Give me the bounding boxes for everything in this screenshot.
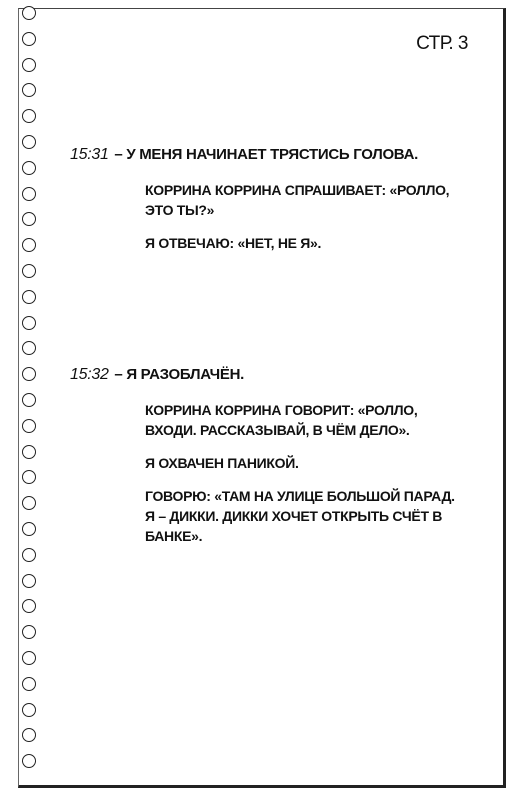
binding-ring <box>22 290 36 304</box>
diary-entry-2 <box>70 365 470 546</box>
binding-ring <box>22 341 36 355</box>
page-number: СТР. 3 <box>416 33 468 54</box>
binding-ring <box>22 728 36 742</box>
entry-headline <box>70 365 470 385</box>
binding-ring <box>22 599 36 613</box>
entry-text: – Я РАЗОБЛАЧЁН. <box>114 366 244 383</box>
binding-ring <box>22 754 36 768</box>
binding-ring <box>22 109 36 123</box>
diary-entry-1 <box>70 145 470 253</box>
entry-paragraph: ГОВОРЮ: «ТАМ НА УЛИЦЕ БОЛЬШОЙ ПАРАД. Я – ДИККИ. ДИККИ ХОЧЕТ ОТКРЫТЬ СЧЁТ В БАНКЕ». <box>145 488 455 544</box>
binding-ring <box>22 651 36 665</box>
binding-ring <box>22 212 36 226</box>
entry-headline <box>70 145 470 165</box>
binding-ring <box>22 470 36 484</box>
entry-paragraph: КОРРИНА КОРРИНА ГОВОРИТ: «РОЛЛО, ВХОДИ. РАССКАЗЫВАЙ, В ЧЁМ ДЕЛО». <box>145 402 418 438</box>
binding-ring <box>22 316 36 330</box>
binding-ring <box>22 187 36 201</box>
binding-ring <box>22 625 36 639</box>
binding-ring <box>22 238 36 252</box>
binding-ring <box>22 445 36 459</box>
binding-ring <box>22 548 36 562</box>
binding-ring <box>22 419 36 433</box>
binding-ring <box>22 393 36 407</box>
entry-time: 15:31 <box>70 146 109 163</box>
binding-ring <box>22 264 36 278</box>
binding-ring <box>22 83 36 97</box>
entry-paragraph: Я ОТВЕЧАЮ: «НЕТ, НЕ Я». <box>145 235 322 251</box>
binding-ring <box>22 496 36 510</box>
entry-paragraph: КОРРИНА КОРРИНА СПРАШИВАЕТ: «РОЛЛО, ЭТО ТЫ?» <box>145 182 450 218</box>
binding-ring <box>22 677 36 691</box>
entry-text: – У МЕНЯ НАЧИНАЕТ ТРЯСТИСЬ ГОЛОВА. <box>114 146 418 163</box>
binding-ring <box>22 135 36 149</box>
binding-ring <box>22 574 36 588</box>
binding-ring <box>22 6 36 20</box>
entry-time: 15:32 <box>70 366 109 383</box>
binding-ring <box>22 161 36 175</box>
binding-ring <box>22 522 36 536</box>
binding-ring <box>22 32 36 46</box>
binding-ring <box>22 58 36 72</box>
entry-paragraph: Я ОХВАЧЕН ПАНИКОЙ. <box>145 455 299 471</box>
spiral-binding <box>22 6 42 786</box>
binding-ring <box>22 703 36 717</box>
binding-ring <box>22 367 36 381</box>
